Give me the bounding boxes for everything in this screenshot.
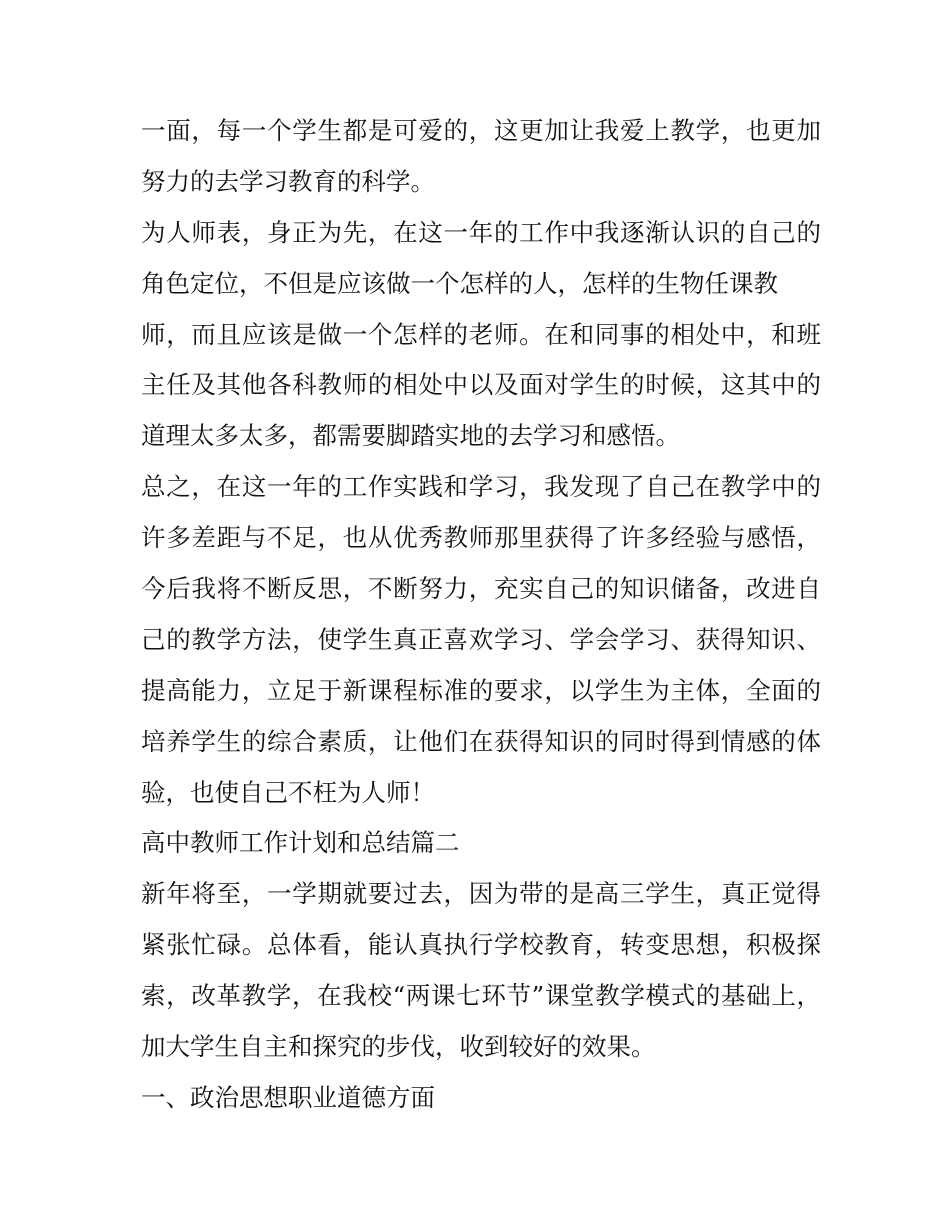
text-line: 索，改革教学，在我校“两课七环节”课堂教学模式的基础上， bbox=[141, 981, 821, 1011]
text-line: 努力的去学习教育的科学。 bbox=[141, 166, 435, 196]
text-line: 今后我将不断反思，不断努力，充实自己的知识储备，改进自 bbox=[141, 574, 821, 604]
document-body bbox=[141, 106, 821, 1124]
text-line: 培养学生的综合素质，让他们在获得知识的同时得到情感的体 bbox=[141, 726, 821, 756]
text-line: 紧张忙碌。总体看，能认真执行学校教育，转变思想，积极探 bbox=[141, 930, 821, 960]
text-line: 一面，每一个学生都是可爱的，这更加让我爱上教学，也更加 bbox=[141, 116, 821, 145]
text-line: 验，也使自己不枉为人师！ bbox=[141, 777, 435, 807]
text-line: 道理太多太多，都需要脚踏实地的去学习和感悟。 bbox=[141, 421, 680, 451]
text-line: 许多差距与不足，也从优秀教师那里获得了许多经验与感悟， bbox=[141, 523, 821, 553]
text-line: 师，而且应该是做一个怎样的老师。在和同事的相处中，和班 bbox=[141, 319, 821, 349]
section-heading: 一、政治思想职业道德方面 bbox=[141, 1082, 435, 1112]
text-line: 提高能力，立足于新课程标准的要求，以学生为主体，全面的 bbox=[141, 675, 821, 705]
text-line: 加大学生自主和探究的步伐，收到较好的效果。 bbox=[141, 1032, 656, 1062]
text-line: 主任及其他各科教师的相处中以及面对学生的时候，这其中的 bbox=[141, 370, 821, 400]
text-line: 总之，在这一年的工作实践和学习，我发现了自己在教学中的 bbox=[141, 472, 821, 502]
text-line: 己的教学方法，使学生真正喜欢学习、学会学习、获得知识、 bbox=[141, 624, 821, 654]
text-line: 新年将至，一学期就要过去，因为带的是高三学生，真正觉得 bbox=[141, 879, 821, 909]
section-heading: 高中教师工作计划和总结篇二 bbox=[141, 828, 460, 858]
text-line: 为人师表，身正为先，在这一年的工作中我逐渐认识的自己的 bbox=[141, 217, 821, 247]
text-line: 角色定位，不但是应该做一个怎样的人，怎样的生物任课教 bbox=[141, 268, 778, 298]
